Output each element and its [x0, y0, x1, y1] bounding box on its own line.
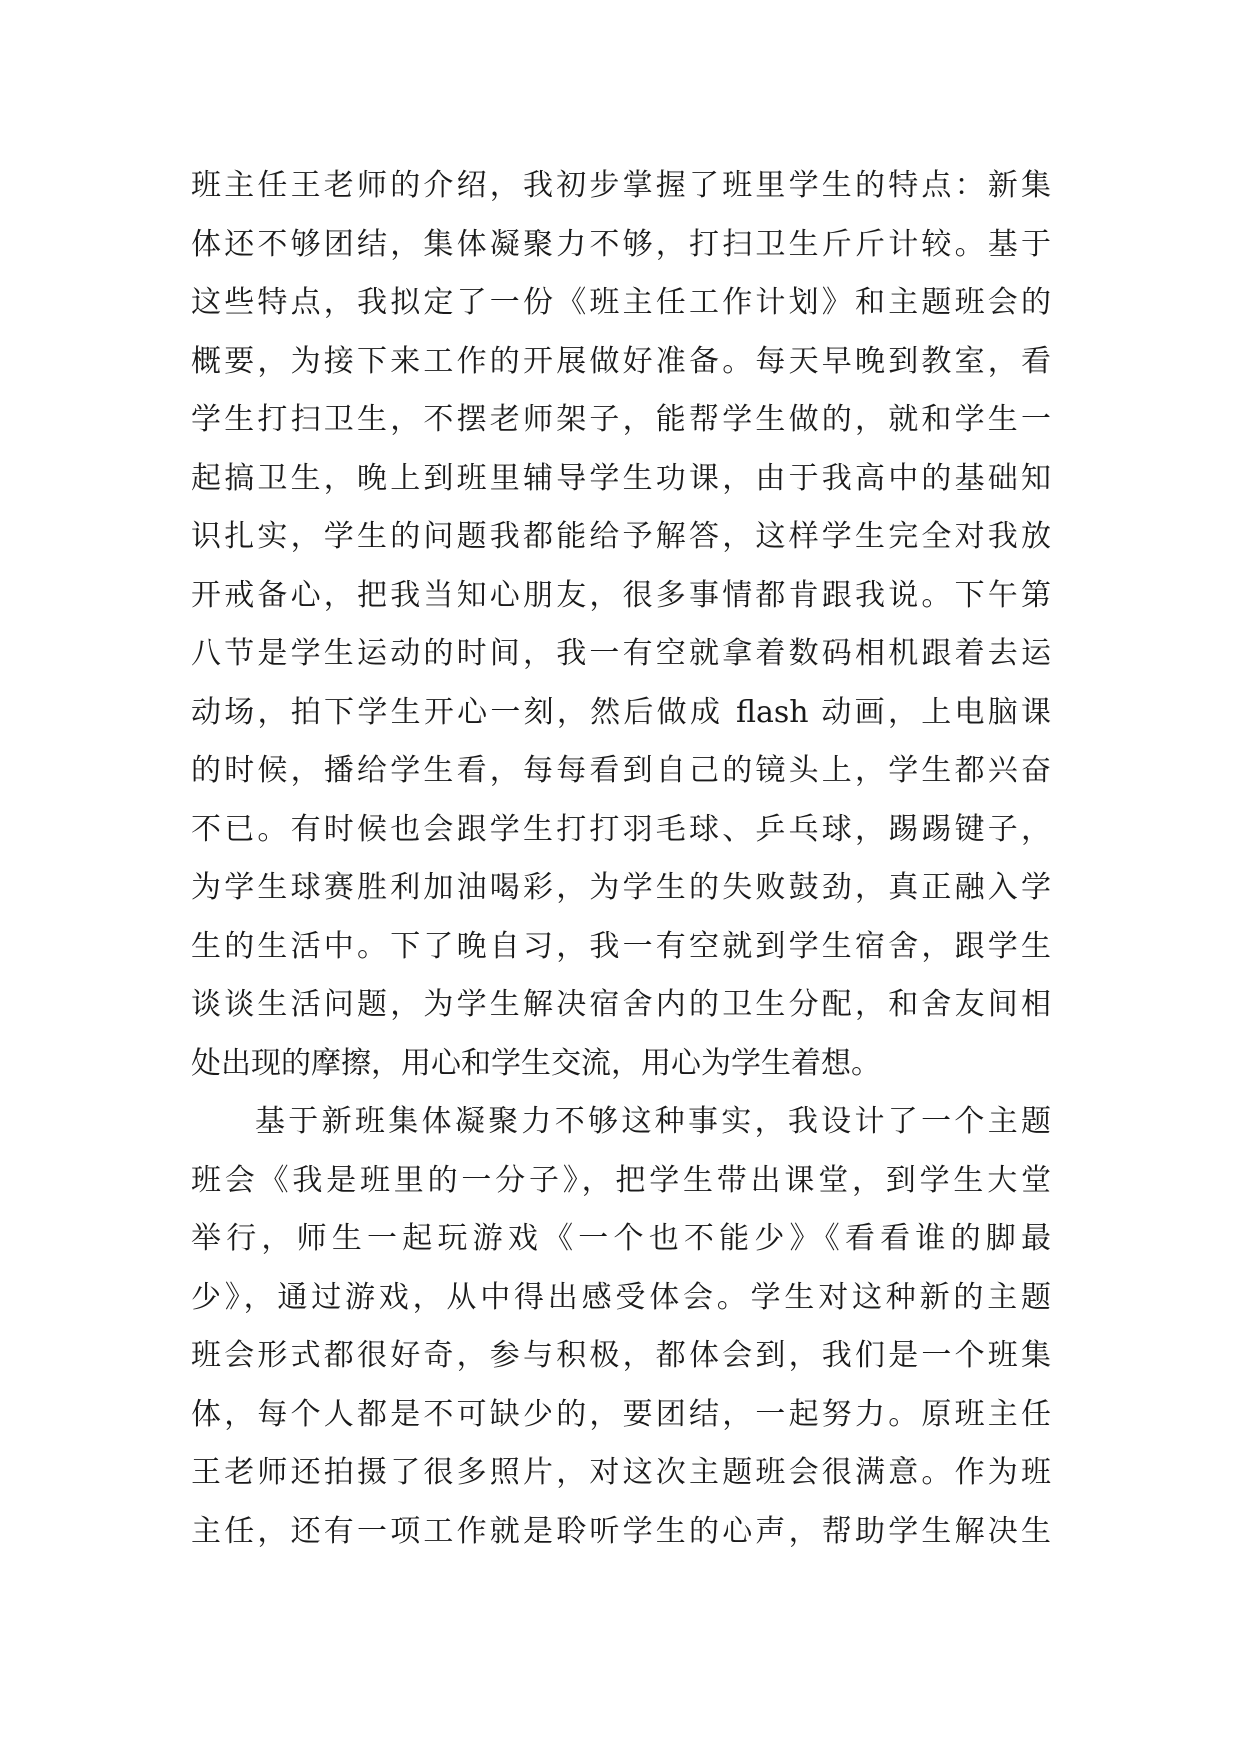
text-line: 这些特点，我拟定了一份《班主任工作计划》和主题班会的	[191, 285, 1051, 320]
text-line: 概要，为接下来工作的开展做好准备。每天早晚到教室，看	[191, 343, 1051, 379]
text-line: 不已。有时候也会跟学生打打羽毛球、乒乓球，踢踢键子，	[191, 811, 1051, 847]
text-line: 基于新班集体凝聚力不够这种事实，我设计了一个主题	[255, 1104, 1051, 1139]
text-line: 开戒备心，把我当知心朋友，很多事情都肯跟我说。下午第	[191, 577, 1051, 613]
text-line: 处出现的摩擦，用心和学生交流，用心为学生着想。	[191, 1045, 881, 1081]
text-line: 体还不够团结，集体凝聚力不够，打扫卫生斤斤计较。基于	[191, 226, 1051, 262]
paragraph-2	[191, 1093, 1051, 1561]
text-line: 八节是学生运动的时间，我一有空就拿着数码相机跟着去运	[191, 636, 1051, 671]
text-line: 生的生活中。下了晚自习，我一有空就到学生宿舍，跟学生	[191, 928, 1051, 964]
text-line: 少》，通过游戏，从中得出感受体会。学生对这种新的主题	[191, 1279, 1051, 1315]
text-line: 起搞卫生，晚上到班里辅导学生功课，由于我高中的基础知	[191, 460, 1051, 496]
text-line: 班会《我是班里的一分子》，把学生带出课堂，到学生大堂	[191, 1162, 1051, 1198]
text-line: 主任，还有一项工作就是聆听学生的心声，帮助学生解决生	[191, 1513, 1051, 1549]
text-line: 班会形式都很好奇，参与积极，都体会到，我们是一个班集	[191, 1338, 1051, 1373]
text-line: 为学生球赛胜利加油喝彩，为学生的失败鼓劲，真正融入学	[191, 870, 1051, 905]
text-line: 谈谈生活问题，为学生解决宿舍内的卫生分配，和舍友间相	[191, 987, 1051, 1022]
text-line: 班主任王老师的介绍，我初步掌握了班里学生的特点：新集	[191, 168, 1051, 203]
text-line: 王老师还拍摄了很多照片，对这次主题班会很满意。作为班	[191, 1455, 1051, 1490]
paragraph-1	[191, 157, 1051, 1093]
text-line: 动场，拍下学生开心一刻，然后做成 flash 动画，上电脑课	[191, 694, 1051, 730]
document-body	[191, 157, 1051, 1561]
text-line: 的时候，播给学生看，每每看到自己的镜头上，学生都兴奋	[191, 753, 1051, 788]
text-line: 举行，师生一起玩游戏《一个也不能少》《看看谁的脚最	[191, 1221, 1051, 1256]
text-line: 体，每个人都是不可缺少的，要团结，一起努力。原班主任	[191, 1396, 1051, 1432]
text-line: 学生打扫卫生，不摆老师架子，能帮学生做的，就和学生一	[191, 402, 1051, 437]
text-line: 识扎实，学生的问题我都能给予解答，这样学生完全对我放	[191, 519, 1051, 554]
